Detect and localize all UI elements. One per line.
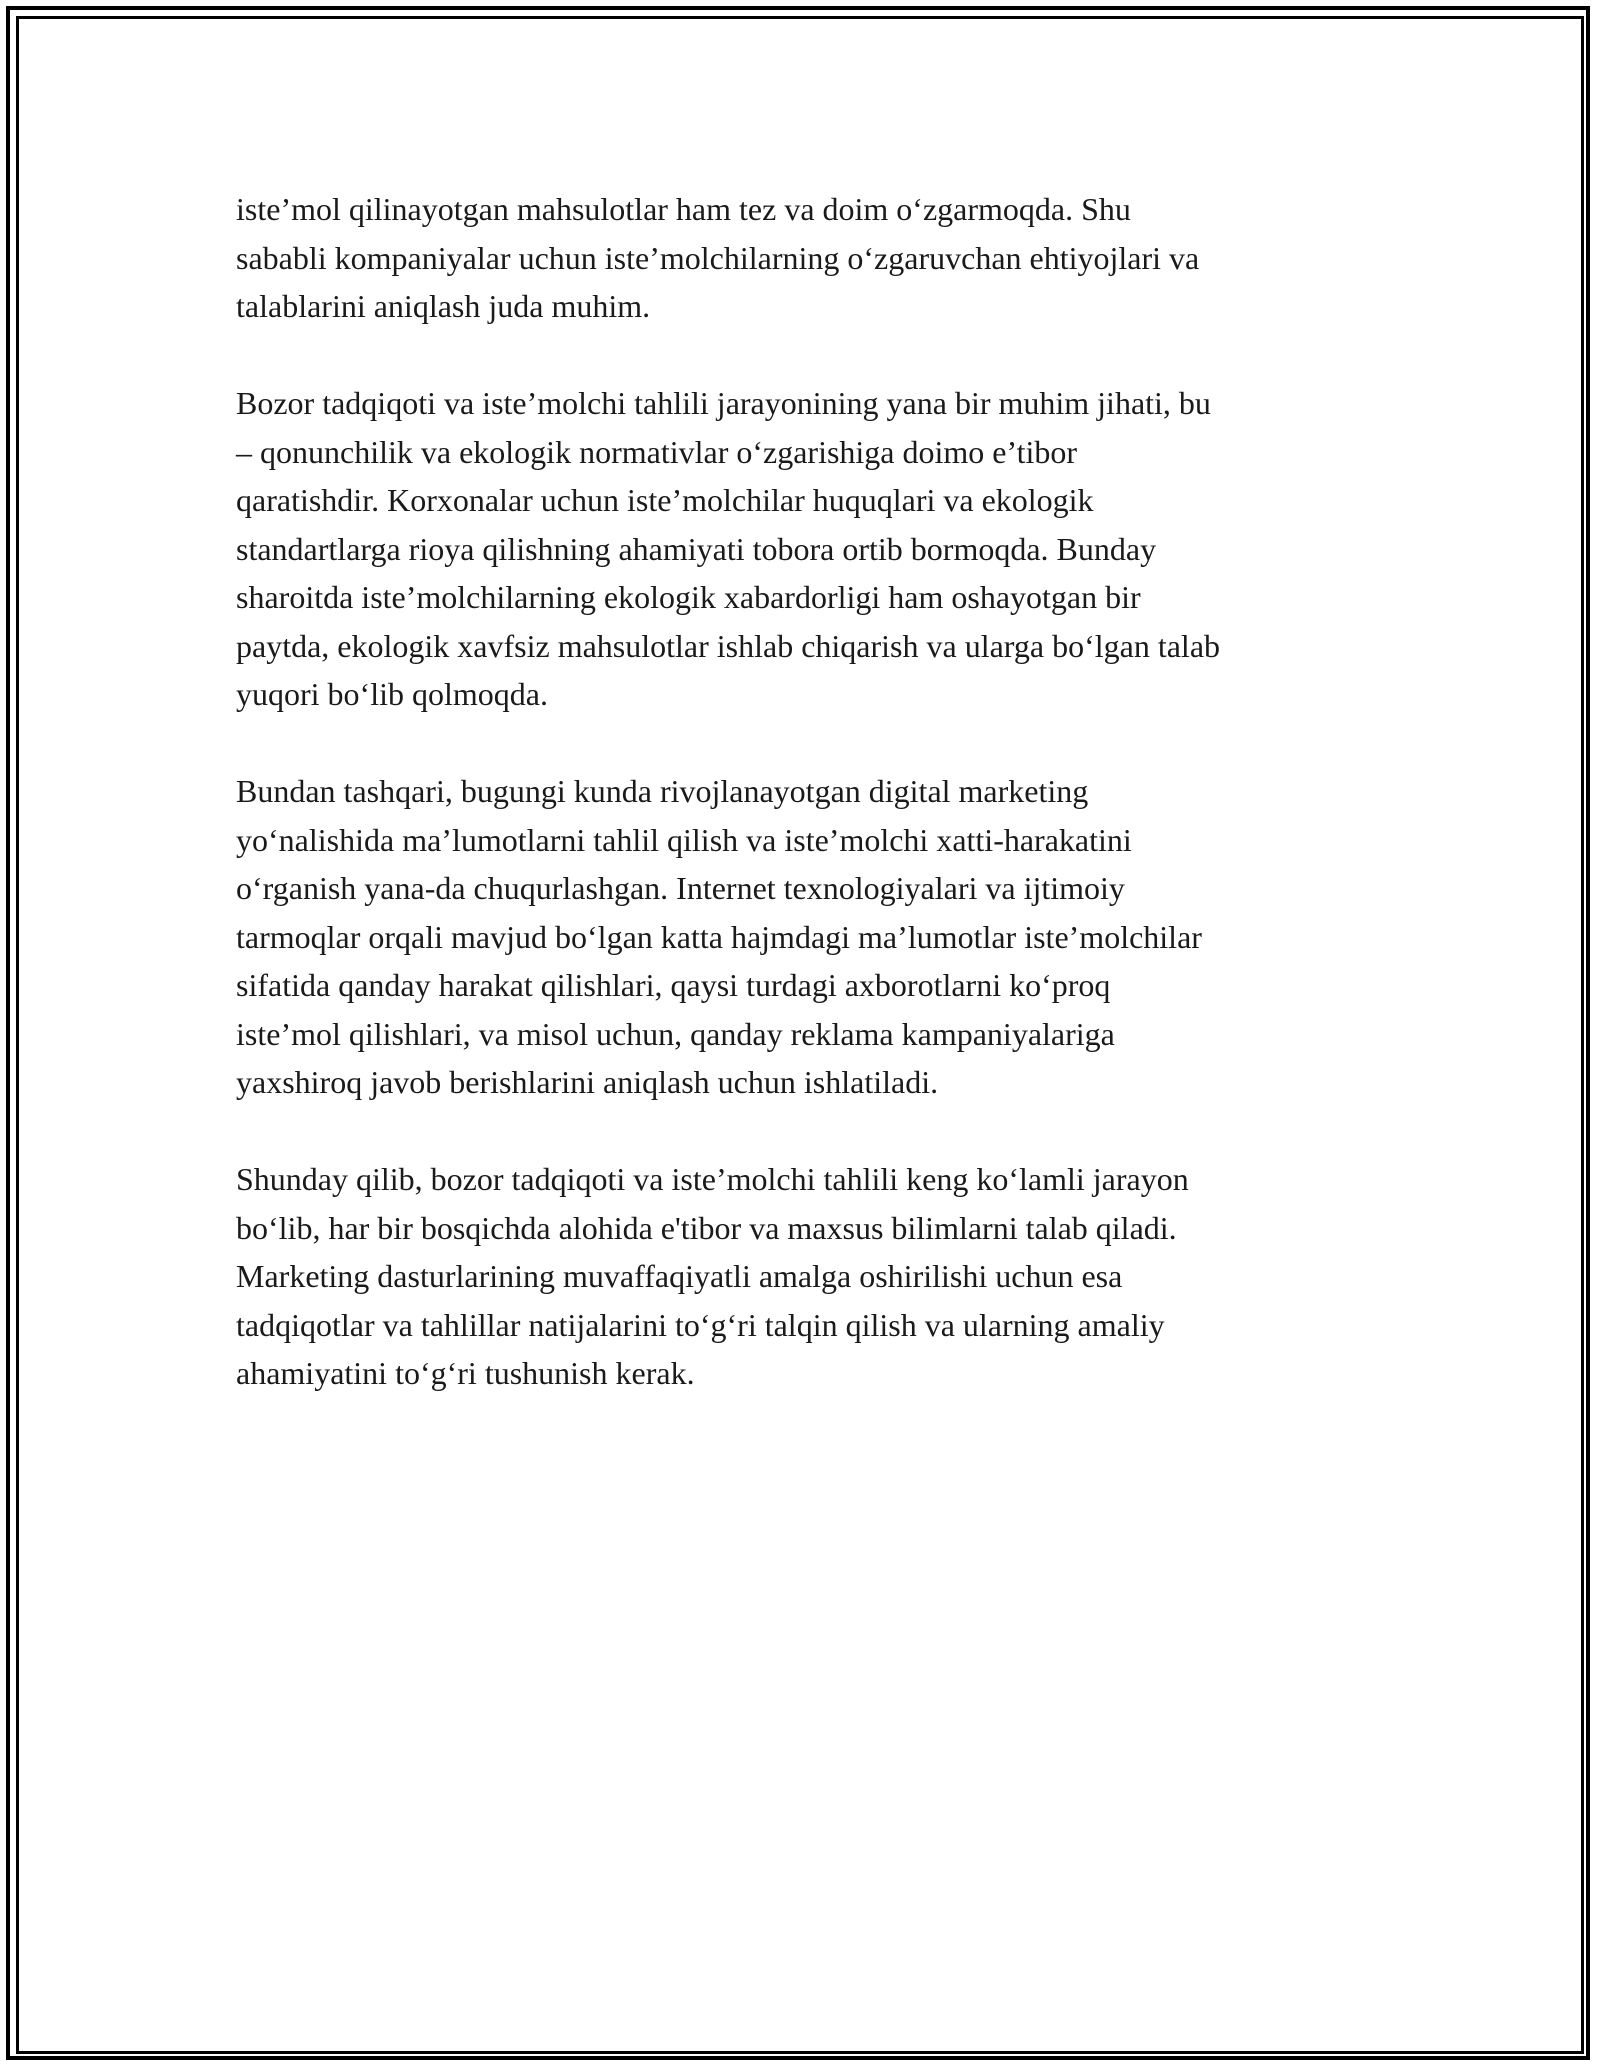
paragraph-3: Bundan tashqari, bugungi kunda rivojlanayotgan digital marketing yo‘nalishida ma’lumotlarni tahlil qilish va iste’molchi xatti-harakatini o‘rganish yana-da chuqurlashgan. Internet texnologiyalari va ijtimoiy tarmoqlar orqali mavjud bo‘lgan katta hajmdagi ma’lumotlar iste’molchilar sifatida qanday harakat qilishlari, qaysi turdagi axborotlarni ko‘proq iste’mol qilishlari, va misol uchun, qanday reklama kampaniyalariga yaxshiroq javob berishlarini aniqlash uchun ishlatiladi. [236,773,1202,1100]
paragraph-1: iste’mol qilinayotgan mahsulotlar ham tez va doim o‘zgarmoqda. Shu sababli kompaniyalar uchun iste’molchilarning o‘zgaruvchan ehtiyojlari va talablarini aniqlash juda muhim. [236,191,1200,324]
document-body [236,185,1386,1446]
paragraph-2: Bozor tadqiqoti va iste’molchi tahlili jarayonining yana bir muhim jihati, bu – qonunchilik va ekologik normativlar o‘zgarishiga doimo e’tibor qaratishdir. Korxonalar uchun iste’molchilar huquqlari va ekologik standartlarga rioya qilishning ahamiyati tobora ortib bormoqda. Bunday sharoitda iste’molchilarning ekologik xabardorligi ham oshayotgan bir paytda, ekologik xavfsiz mahsulotlar ishlab chiqarish va ularga bo‘lgan talab yuqori bo‘lib qolmoqda. [236,385,1221,712]
paragraph-4: Shunday qilib, bozor tadqiqoti va iste’molchi tahlili keng ko‘lamli jarayon bo‘lib, har bir bosqichda alohida e'tibor va maxsus bilimlarni talab qiladi. Marketing dasturlarining muvaffaqiyatli amalga oshirilishi uchun esa tadqiqotlar va tahlillar natijalarini to‘g‘ri talqin qilish va ularning amaliy ahamiyatini to‘g‘ri tushunish kerak. [236,1161,1189,1391]
